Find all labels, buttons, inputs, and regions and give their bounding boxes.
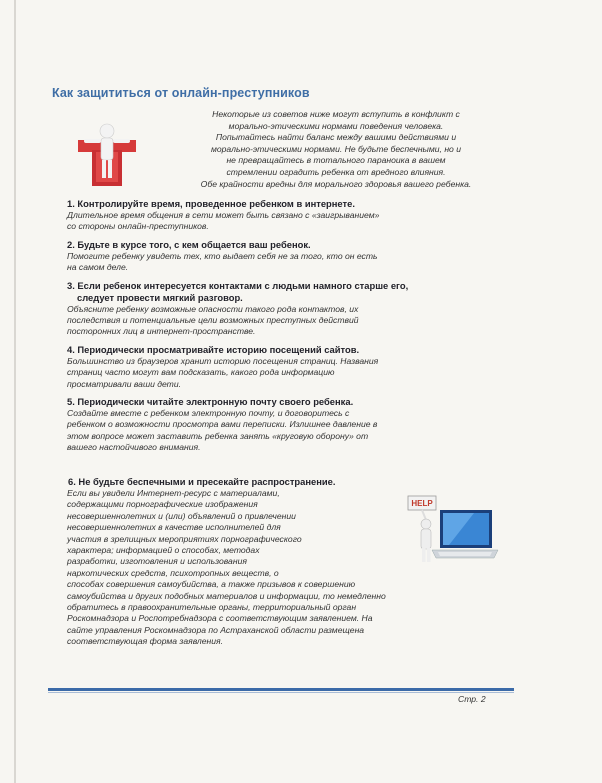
- tip-line: Длительное время общения в сети может быть связано с «заигрыванием»: [67, 210, 380, 220]
- tip-line: Создайте вместе с ребенком электронную почту, и договоритесь с: [67, 408, 350, 419]
- tip-line: самоубийства и других подобных материалов и информации, то немедленно: [67, 590, 386, 601]
- tip-line: характера; информацией о способах, методах: [67, 545, 260, 556]
- page-title: Как защититься от онлайн-преступников: [52, 86, 310, 100]
- tips-list: [67, 198, 507, 460]
- tip-line: разработки, изготовления и использования: [67, 556, 247, 567]
- tip-5: [67, 396, 507, 454]
- tip-line: ребенком о возможности просмотра вами переписки. Излишнее давление в: [67, 419, 378, 430]
- tip-body: [67, 408, 507, 454]
- tip-heading: 4. Периодически просматривайте историю посещений сайтов.: [67, 343, 360, 355]
- intro-line: Попытайтесь найти баланс между вашими действиями и: [215, 132, 457, 143]
- intro-line: стремлении оградить ребенка от вредного влияния.: [226, 166, 446, 177]
- tip-body: [67, 356, 507, 390]
- tip-line: вашего настойчивого внимания.: [67, 442, 201, 453]
- tip-line: посторонних лиц в интернет-пространстве.: [67, 326, 256, 337]
- intro-line: морально-этическими нормами. Не будьте беспечными, но и: [210, 143, 462, 154]
- tip-line: обратитесь в правоохранительные органы, территориальный орган: [67, 602, 357, 613]
- tip-heading: 6. Не будьте беспечными и пресекайте распространение.: [68, 476, 336, 487]
- tip-line: последствия и потенциальные цели возможных преступных действий: [67, 315, 359, 326]
- tip-line: несовершеннолетних и (или) объявлений о привлечении: [67, 510, 296, 521]
- intro-line: Обе крайности вредны для морального здоровья вашего ребенка.: [200, 178, 472, 189]
- tip-line: этом вопросе может заставить ребенка занять «круговую оборону» от: [67, 430, 369, 441]
- tip-line: несовершеннолетних в качестве исполнителей для: [67, 522, 281, 533]
- tip-line: Роскомнадзора и Роспотребнадзора с соответствующим заявлением. На: [67, 613, 373, 624]
- page-number: Стр. 2: [458, 694, 486, 704]
- tip-line: соответствующая форма заявления.: [67, 636, 224, 647]
- tip-line: Объясните ребенку возможные опасности такого рода контактов, их: [67, 303, 359, 314]
- tip-body: [67, 251, 507, 274]
- tip-line: наркотических средств, психотропных веществ, о: [67, 567, 279, 578]
- help-laptop-illustration: [404, 494, 500, 574]
- tip-4: [67, 344, 507, 390]
- tip-line: страниц часто могут вам подсказать, какого рода информацию: [67, 367, 335, 378]
- person-with-cross-illustration: [70, 120, 145, 190]
- tip-heading: 2. Будьте в курсе того, с кем общается ваш ребенок.: [67, 238, 311, 250]
- tip-line: со стороны онлайн-преступников.: [67, 221, 209, 232]
- tip-line: на самом деле.: [67, 262, 129, 273]
- intro-line: Некоторые из советов ниже могут вступить в конфликт с: [212, 109, 460, 119]
- intro-line: не превращайтесь в тотального параноика в вашем: [226, 155, 446, 166]
- tip-line: содержащими порнографические изображения: [67, 499, 258, 510]
- page-edge-shadow: [14, 0, 16, 783]
- tip-line: Помогите ребенку увидеть тех, кто выдает себя не за того, кто он есть: [67, 250, 378, 261]
- tip-line: Большинство из браузеров хранит историю посещения страниц. Названия: [67, 355, 379, 366]
- footer-rule-thin: [48, 692, 514, 693]
- tip-line: участия в зрелищных мероприятиях порнографического: [67, 533, 302, 544]
- tip-body: [67, 210, 507, 233]
- tip-line: Если вы увидели Интернет-ресурс с материалами,: [67, 488, 280, 498]
- tip-body: [67, 304, 507, 338]
- intro-line: морально-этическими нормами поведения человека.: [228, 120, 444, 131]
- tip-line: способах совершения самоубийства, а также призывов к совершению: [67, 579, 356, 590]
- tip-1: [67, 198, 507, 233]
- tip-heading: 5. Периодически читайте электронную почту своего ребенка.: [67, 396, 354, 408]
- tip-line: сайте управления Роскомнадзора по Астраханской области размещена: [67, 624, 365, 635]
- tip-3: [67, 280, 507, 338]
- tip-heading: 1. Контролируйте время, проведенное ребенком в интернете.: [67, 198, 355, 209]
- tip-heading-continued: следует провести мягкий разговор.: [77, 291, 243, 303]
- tip-2: [67, 239, 507, 274]
- footer-rule: [48, 688, 514, 691]
- intro-paragraph: [166, 109, 506, 190]
- tip-line: просматривали ваши дети.: [67, 378, 182, 389]
- help-sign-text: HELP: [411, 499, 433, 508]
- tip-heading: 3. Если ребенок интересуется контактами с людьми намного старше его,: [67, 279, 409, 291]
